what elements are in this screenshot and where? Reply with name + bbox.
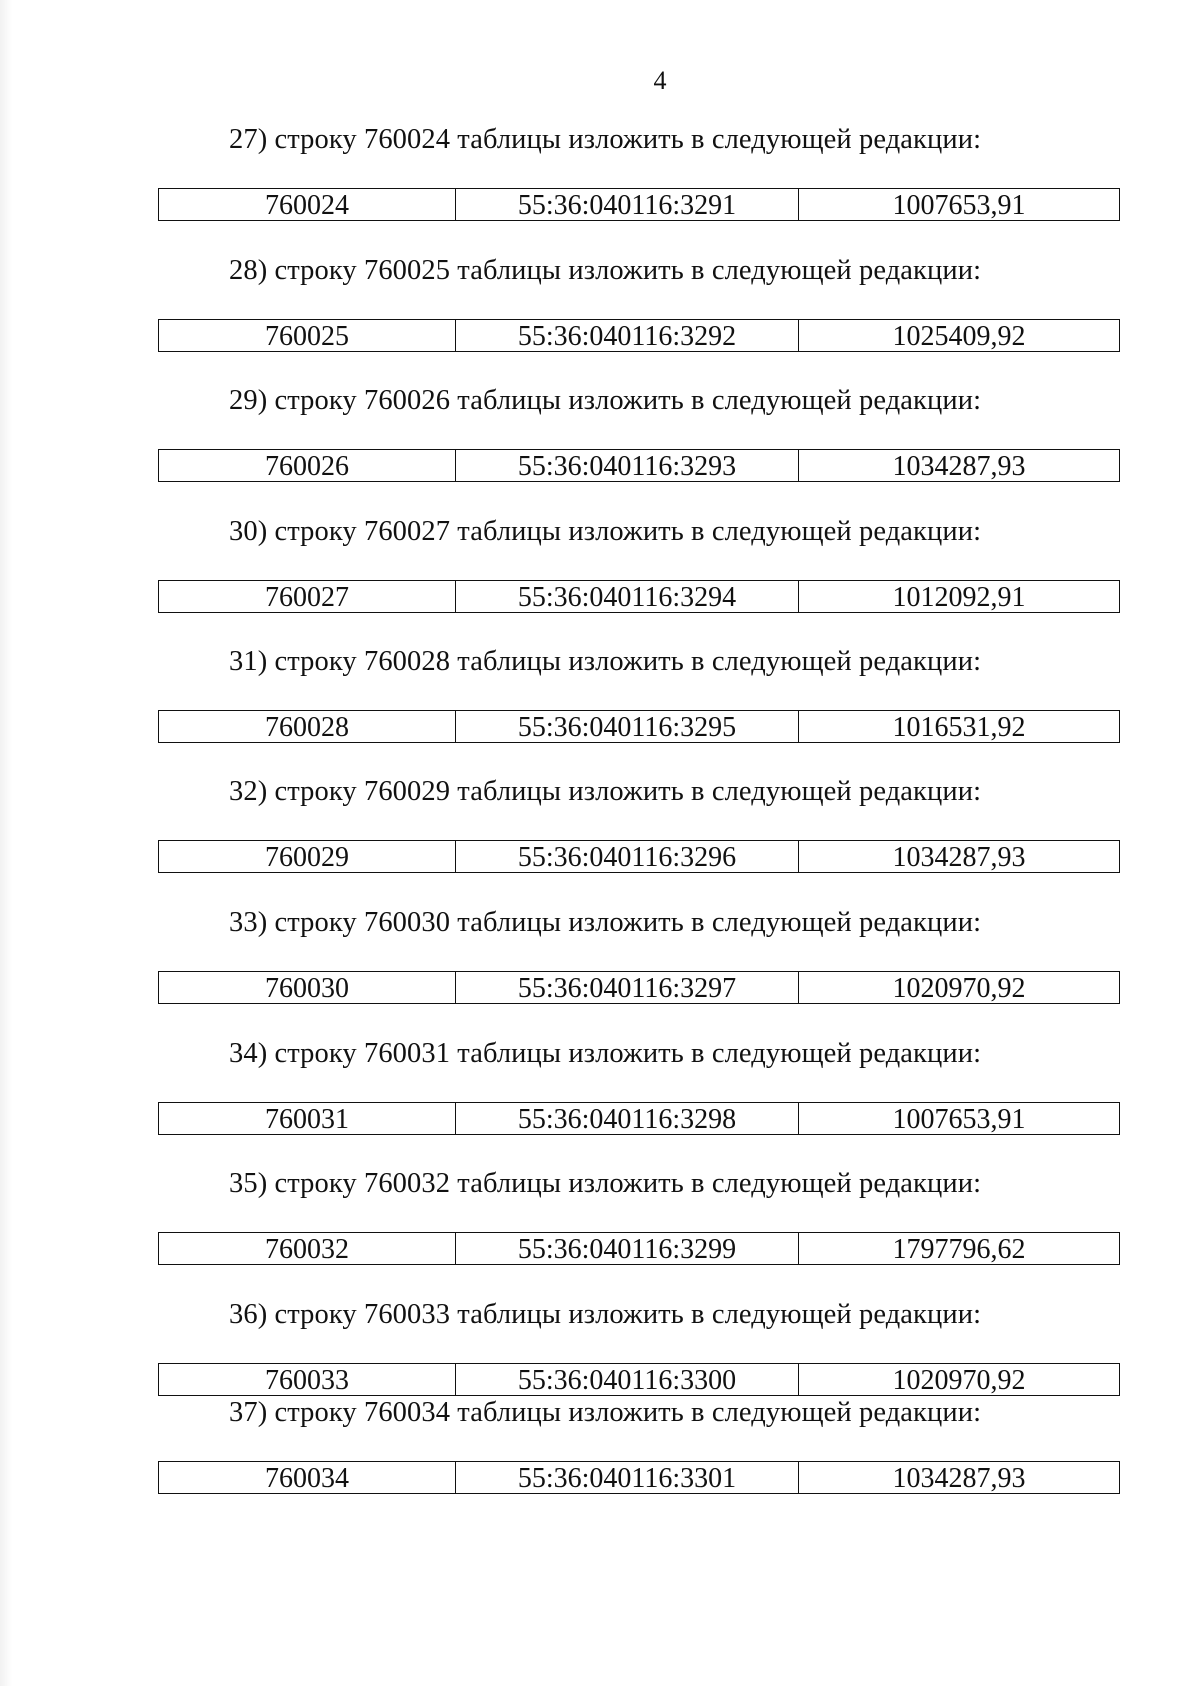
row-code: 760027 xyxy=(159,581,456,612)
value: 1034287,93 xyxy=(892,451,1026,481)
cadastral-number: 55:36:040116:3297 xyxy=(456,972,799,1003)
cadastral-number: 55:36:040116:3296 xyxy=(456,841,799,872)
table-row xyxy=(158,710,1120,743)
instruction-text: 27) строку 760024 таблицы изложить в следующей редакции: xyxy=(229,124,982,155)
value: 1016531,92 xyxy=(892,712,1026,742)
table-row xyxy=(158,319,1120,352)
instruction-text: 32) строку 760029 таблицы изложить в следующей редакции: xyxy=(229,776,982,807)
table-row xyxy=(158,580,1120,613)
instruction-text: 30) строку 760027 таблицы изложить в следующей редакции: xyxy=(229,516,982,547)
table-row xyxy=(158,840,1120,873)
value: 1020970,92 xyxy=(892,1365,1026,1395)
instruction-text: 36) строку 760033 таблицы изложить в следующей редакции: xyxy=(229,1299,982,1330)
row-code: 760025 xyxy=(159,320,456,351)
row-code: 760024 xyxy=(159,189,456,220)
row-code: 760032 xyxy=(159,1233,456,1264)
cadastral-number: 55:36:040116:3292 xyxy=(456,320,799,351)
table-row xyxy=(158,1232,1120,1265)
value: 1797796,62 xyxy=(892,1234,1026,1264)
value: 1025409,92 xyxy=(892,321,1026,351)
cadastral-number: 55:36:040116:3294 xyxy=(456,581,799,612)
table-row xyxy=(158,449,1120,482)
cadastral-number: 55:36:040116:3298 xyxy=(456,1103,799,1134)
row-code: 760028 xyxy=(159,711,456,742)
value: 1007653,91 xyxy=(892,190,1026,220)
instruction-text: 29) строку 760026 таблицы изложить в следующей редакции: xyxy=(229,385,982,416)
value: 1034287,93 xyxy=(892,842,1026,872)
instruction-text: 35) строку 760032 таблицы изложить в следующей редакции: xyxy=(229,1168,982,1199)
table-row xyxy=(158,1363,1120,1396)
instruction-text: 31) строку 760028 таблицы изложить в следующей редакции: xyxy=(229,646,982,677)
row-code: 760034 xyxy=(159,1462,456,1493)
scan-edge xyxy=(0,0,12,1686)
row-code: 760030 xyxy=(159,972,456,1003)
row-code: 760026 xyxy=(159,450,456,481)
page-number: 4 xyxy=(653,66,667,95)
cadastral-number: 55:36:040116:3291 xyxy=(456,189,799,220)
value: 1012092,91 xyxy=(892,582,1026,612)
value: 1034287,93 xyxy=(892,1463,1026,1493)
instruction-text: 33) строку 760030 таблицы изложить в следующей редакции: xyxy=(229,907,982,938)
value: 1020970,92 xyxy=(892,973,1026,1003)
table-row xyxy=(158,188,1120,221)
row-code: 760031 xyxy=(159,1103,456,1134)
cadastral-number: 55:36:040116:3300 xyxy=(456,1364,799,1395)
instruction-text: 34) строку 760031 таблицы изложить в следующей редакции: xyxy=(229,1038,982,1069)
value: 1007653,91 xyxy=(892,1104,1026,1134)
instruction-text: 28) строку 760025 таблицы изложить в следующей редакции: xyxy=(229,255,982,286)
cadastral-number: 55:36:040116:3299 xyxy=(456,1233,799,1264)
instruction-text: 37) строку 760034 таблицы изложить в следующей редакции: xyxy=(229,1397,982,1428)
table-row xyxy=(158,1461,1120,1494)
table-row xyxy=(158,1102,1120,1135)
row-code: 760029 xyxy=(159,841,456,872)
row-code: 760033 xyxy=(159,1364,456,1395)
cadastral-number: 55:36:040116:3293 xyxy=(456,450,799,481)
cadastral-number: 55:36:040116:3301 xyxy=(456,1462,799,1493)
table-row xyxy=(158,971,1120,1004)
cadastral-number: 55:36:040116:3295 xyxy=(456,711,799,742)
